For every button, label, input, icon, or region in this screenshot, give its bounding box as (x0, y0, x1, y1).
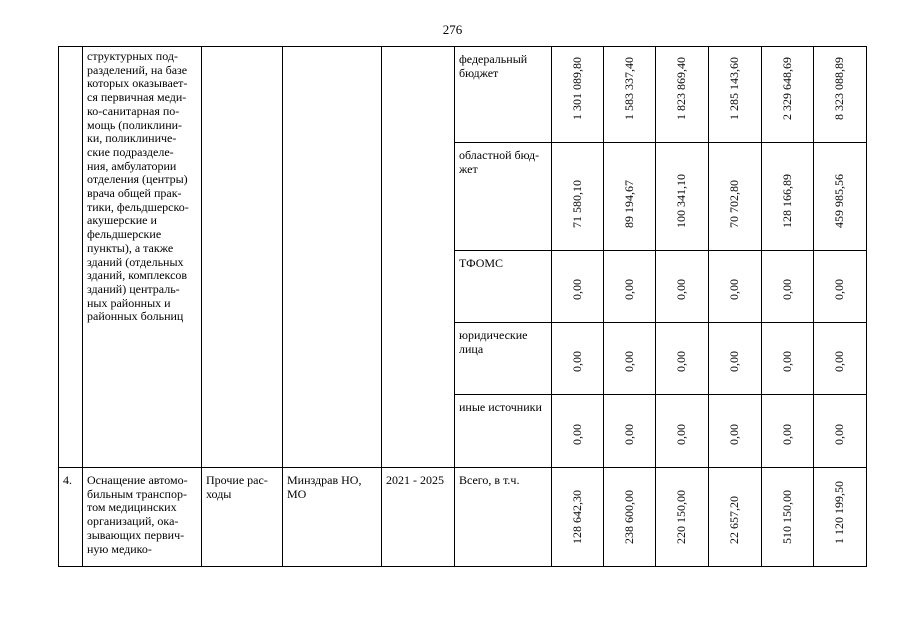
value-text: 0,00 (674, 424, 689, 446)
value-text: 0,00 (674, 351, 689, 373)
value-text: 0,00 (621, 279, 636, 301)
value-text: 0,00 (779, 351, 794, 373)
description-cell: структурных под- разделений, на базе которых оказывает- ся первичная меди- ко-санитарная по- мощь (поликлини- ки, поликлиниче- ские подразделе- ния, амбулатории отделения (центры) врача общей прак- тики, фельдшерско- акушерские и фельдшерские пункты), а также зданий (отдельных зданий, комплексов зданий) централь- ных районных и районных больниц (83, 47, 202, 468)
value-cell (604, 143, 656, 251)
value-text: 459 985,56 (832, 174, 847, 229)
value-cell (604, 47, 656, 143)
value-cell (709, 395, 762, 468)
value-cell (604, 395, 656, 468)
source-cell: юридические лица (455, 323, 552, 395)
row-number-cell (59, 47, 83, 468)
value-text: 238 600,00 (621, 490, 636, 545)
value-cell (656, 323, 709, 395)
value-cell (604, 323, 656, 395)
value-cell (814, 395, 867, 468)
executor-cell: Минздрав НО, МО (283, 468, 382, 567)
value-cell (762, 143, 814, 251)
source-cell: ТФОМС (455, 251, 552, 323)
budget-table (58, 46, 867, 567)
value-cell (814, 323, 867, 395)
value-cell (709, 251, 762, 323)
value-text: 0,00 (674, 279, 689, 301)
value-cell (709, 143, 762, 251)
value-cell (552, 251, 604, 323)
value-cell (656, 47, 709, 143)
value-text: 2 329 648,69 (779, 57, 794, 121)
value-cell (656, 395, 709, 468)
value-text: 0,00 (621, 351, 636, 373)
value-cell (709, 47, 762, 143)
value-text: 100 341,10 (674, 174, 689, 229)
value-text: 71 580,10 (569, 180, 584, 229)
value-text: 1 823 869,40 (674, 57, 689, 121)
value-cell (709, 323, 762, 395)
value-text: 89 194,67 (621, 180, 636, 229)
source-cell: иные источники (455, 395, 552, 468)
page-number: 276 (442, 22, 463, 37)
value-text: 0,00 (832, 424, 847, 446)
table-row (59, 468, 867, 567)
value-text: 0,00 (569, 351, 584, 373)
table-row (59, 47, 867, 143)
value-text: 1 301 089,80 (569, 57, 584, 121)
value-cell (762, 47, 814, 143)
value-cell (762, 251, 814, 323)
value-cell (762, 468, 814, 567)
expense-type-cell (202, 47, 283, 468)
value-cell (814, 251, 867, 323)
source-cell: областной бюд- жет (455, 143, 552, 251)
value-text: 22 657,20 (727, 496, 742, 545)
value-text: 0,00 (779, 279, 794, 301)
value-cell (814, 143, 867, 251)
value-cell (552, 468, 604, 567)
value-text: 0,00 (727, 351, 742, 373)
value-text: 0,00 (779, 424, 794, 446)
value-text: 1 285 143,60 (727, 57, 742, 121)
value-cell (814, 468, 867, 567)
value-cell (552, 395, 604, 468)
value-cell (656, 468, 709, 567)
value-cell (814, 47, 867, 143)
executor-cell (283, 47, 382, 468)
value-text: 1 583 337,40 (621, 57, 636, 121)
value-text: 128 166,89 (779, 174, 794, 229)
value-cell (552, 143, 604, 251)
value-text: 128 642,30 (569, 490, 584, 545)
value-text: 0,00 (832, 351, 847, 373)
value-cell (762, 395, 814, 468)
value-text: 1 120 199,50 (832, 481, 847, 545)
description-cell: Оснащение автомо- бильным транспор- том медицинских организаций, ока- зывающих первич- ную медико- (83, 468, 202, 567)
value-cell (709, 468, 762, 567)
value-text: 0,00 (727, 279, 742, 301)
value-cell (552, 323, 604, 395)
value-text: 510 150,00 (779, 490, 794, 545)
value-text: 0,00 (727, 424, 742, 446)
period-cell: 2021 - 2025 (382, 468, 455, 567)
value-cell (604, 251, 656, 323)
expense-type-cell: Прочие рас- ходы (202, 468, 283, 567)
value-text: 8 323 088,89 (832, 57, 847, 121)
value-text: 70 702,80 (727, 180, 742, 229)
period-cell (382, 47, 455, 468)
value-cell (656, 143, 709, 251)
value-cell (762, 323, 814, 395)
value-text: 0,00 (621, 424, 636, 446)
value-text: 220 150,00 (674, 490, 689, 545)
row-number-cell: 4. (59, 468, 83, 567)
value-cell (656, 251, 709, 323)
value-cell (604, 468, 656, 567)
source-cell: Всего, в т.ч. (455, 468, 552, 567)
value-text: 0,00 (569, 279, 584, 301)
value-cell (552, 47, 604, 143)
value-text: 0,00 (832, 279, 847, 301)
source-cell: федеральный бюджет (455, 47, 552, 143)
value-text: 0,00 (569, 424, 584, 446)
